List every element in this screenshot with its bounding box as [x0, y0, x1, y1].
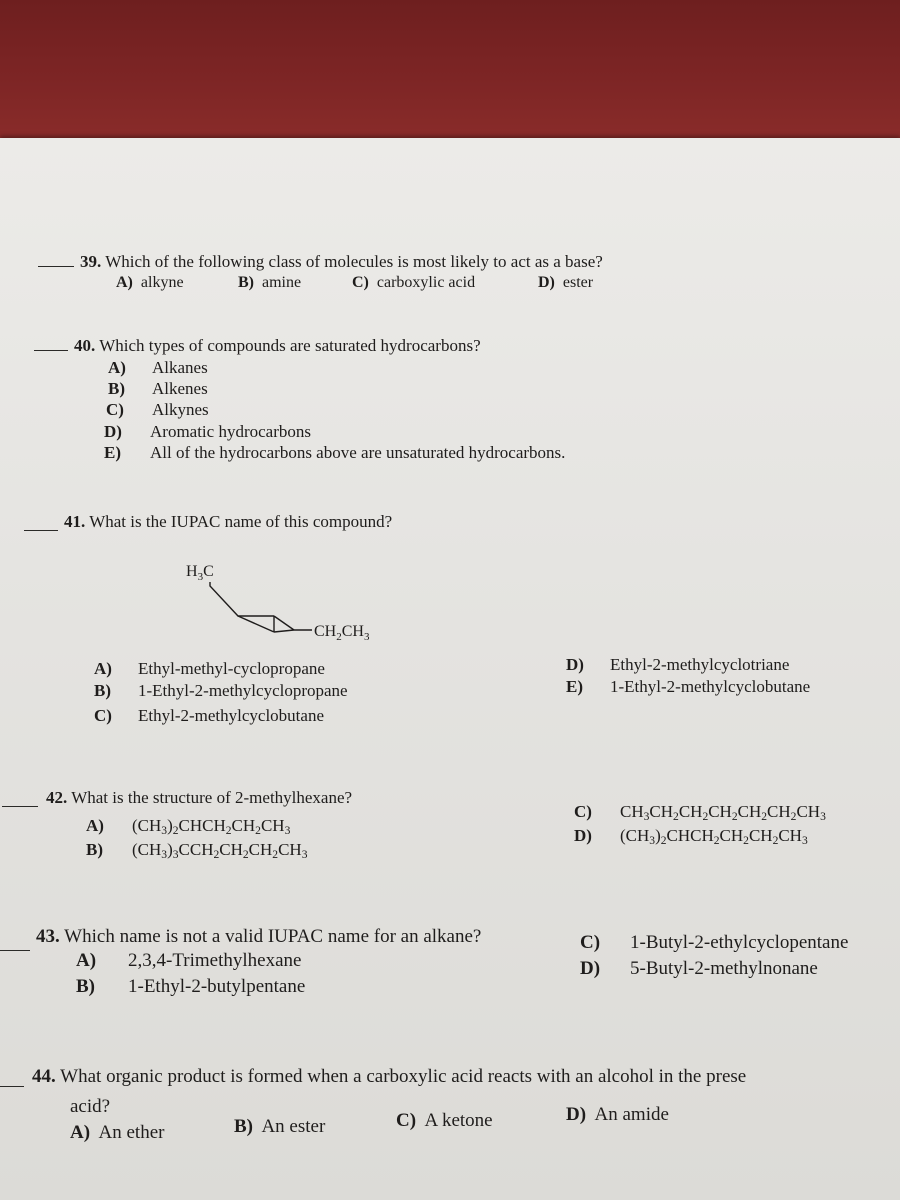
answer-blank[interactable] [0, 950, 30, 951]
option-d[interactable] [566, 1104, 669, 1126]
answer-blank[interactable] [0, 1086, 24, 1087]
question-text: Which name is not a valid IUPAC name for an alkane? [64, 926, 482, 947]
option-text: Alkanes [152, 358, 208, 377]
option-letter: B) [94, 681, 111, 700]
option-letter: B) [108, 379, 125, 398]
option-letter: B) [234, 1116, 253, 1137]
option-letter: C) [574, 802, 592, 821]
option-b[interactable] [86, 840, 307, 860]
option-a[interactable] [86, 816, 290, 836]
option-text: 2,3,4-Trimethylhexane [128, 950, 302, 971]
methyl-label: $H_3C$ [186, 563, 214, 583]
question-stem [36, 926, 481, 948]
option-text: An ester [261, 1116, 326, 1137]
ring-bond [274, 630, 294, 632]
option-letter: C) [106, 400, 124, 419]
answer-blank[interactable] [34, 350, 68, 351]
desk-background [0, 0, 900, 142]
answer-blank[interactable] [38, 266, 74, 267]
option-c[interactable] [106, 400, 209, 420]
option-text: 5-Butyl-2-methylnonane [630, 958, 818, 979]
option-letter: A) [108, 358, 126, 377]
option-a[interactable] [94, 659, 325, 679]
option-c[interactable] [94, 706, 324, 726]
question-text: What is the IUPAC name of this compound? [89, 512, 393, 531]
option-a[interactable] [70, 1122, 164, 1144]
option-d[interactable] [574, 826, 808, 846]
option-text: Aromatic hydrocarbons [150, 422, 311, 441]
question-stem [80, 252, 603, 272]
option-c[interactable] [396, 1110, 493, 1132]
option-letter: D) [104, 422, 122, 441]
option-b[interactable] [76, 976, 305, 998]
question-text-line2: acid? [70, 1096, 111, 1117]
option-text: Ethyl-2-methylcyclobutane [138, 706, 324, 725]
option-text: 1-Ethyl-2-methylcyclopropane [138, 681, 348, 700]
option-letter: C) [396, 1110, 417, 1131]
option-a[interactable] [76, 950, 301, 972]
option-e[interactable] [566, 677, 810, 697]
option-letter: C) [352, 274, 369, 291]
option-c[interactable] [574, 802, 826, 822]
option-text: All of the hydrocarbons above are unsaturated hydrocarbons. [150, 443, 566, 462]
ethyl-label: $CH_2CH_3$ [314, 623, 370, 643]
option-letter: C) [580, 932, 601, 953]
option-text: 1-Ethyl-2-methylcyclobutane [610, 677, 811, 696]
option-letter: A) [86, 816, 104, 835]
question-text: What organic product is formed when a carboxylic acid reacts with an alcohol in the prese [60, 1066, 747, 1087]
question-number: 42. [46, 788, 68, 807]
option-d[interactable] [538, 274, 593, 292]
cyclopropane-structure [180, 556, 420, 646]
option-text: Ethyl-methyl-cyclopropane [138, 659, 325, 678]
option-b[interactable] [238, 274, 301, 292]
option-text: 1-Ethyl-2-butylpentane [128, 976, 306, 997]
option-text: A ketone [424, 1110, 493, 1131]
option-text: Alkenes [152, 379, 208, 398]
question-text: Which types of compounds are saturated hydrocarbons? [99, 336, 481, 355]
option-c[interactable] [580, 932, 848, 954]
answer-blank[interactable] [2, 806, 38, 807]
option-letter: B) [76, 976, 95, 997]
option-letter: A) [116, 274, 133, 291]
question-stem [32, 1066, 746, 1088]
question-number: 43. [36, 926, 60, 947]
option-letter: A) [94, 659, 112, 678]
question-number: 41. [64, 512, 86, 531]
option-letter: A) [76, 950, 97, 971]
formula-text: $(CH_3)_3CCH_2CH_2CH_2CH_3$ [132, 840, 308, 861]
option-text: alkyne [140, 274, 184, 291]
option-b[interactable] [94, 681, 348, 701]
option-e[interactable] [104, 443, 565, 463]
option-a[interactable] [108, 358, 208, 378]
option-text: An ether [98, 1122, 165, 1143]
option-d[interactable] [580, 958, 818, 980]
formula-text: $(CH_3)_2CHCH_2CH_2CH_2CH_3$ [620, 826, 808, 847]
option-text: amine [262, 274, 302, 291]
ring-bond [238, 616, 274, 632]
ring-bond [274, 616, 294, 630]
option-letter: D) [566, 655, 584, 674]
option-letter: E) [566, 677, 583, 696]
option-b[interactable] [108, 379, 208, 399]
option-letter: E) [104, 443, 121, 462]
question-text: Which of the following class of molecules is most likely to act as a base? [105, 252, 603, 271]
formula-text: $CH_3CH_2CH_2CH_2CH_2CH_2CH_3$ [620, 802, 826, 823]
option-a[interactable] [116, 274, 184, 292]
formula-text: $(CH_3)_2CHCH_2CH_2CH_3$ [132, 816, 291, 837]
option-letter: D) [566, 1104, 587, 1125]
question-stem [74, 336, 481, 356]
option-c[interactable] [352, 274, 475, 292]
option-text: Alkynes [152, 400, 209, 419]
option-text: An amide [594, 1104, 669, 1125]
option-text: carboxylic acid [376, 274, 476, 291]
option-letter: A) [70, 1122, 91, 1143]
option-letter: C) [94, 706, 112, 725]
option-d[interactable] [566, 655, 789, 675]
question-stem [46, 788, 352, 808]
option-text: ester [562, 274, 594, 291]
option-letter: D) [580, 958, 601, 979]
question-stem [64, 512, 392, 532]
question-number: 40. [74, 336, 96, 355]
question-number: 39. [80, 252, 102, 271]
option-b[interactable] [234, 1116, 325, 1138]
option-letter: B) [238, 274, 254, 291]
option-letter: B) [86, 840, 103, 859]
question-text: What is the structure of 2-methylhexane? [71, 788, 353, 807]
option-letter: D) [538, 274, 555, 291]
answer-blank[interactable] [24, 530, 58, 531]
question-number: 44. [32, 1066, 56, 1087]
ring-bond [210, 582, 274, 616]
option-d[interactable] [104, 422, 311, 442]
option-text: 1-Butyl-2-ethylcyclopentane [630, 932, 849, 953]
option-text: Ethyl-2-methylcyclotriane [610, 655, 790, 674]
option-letter: D) [574, 826, 592, 845]
